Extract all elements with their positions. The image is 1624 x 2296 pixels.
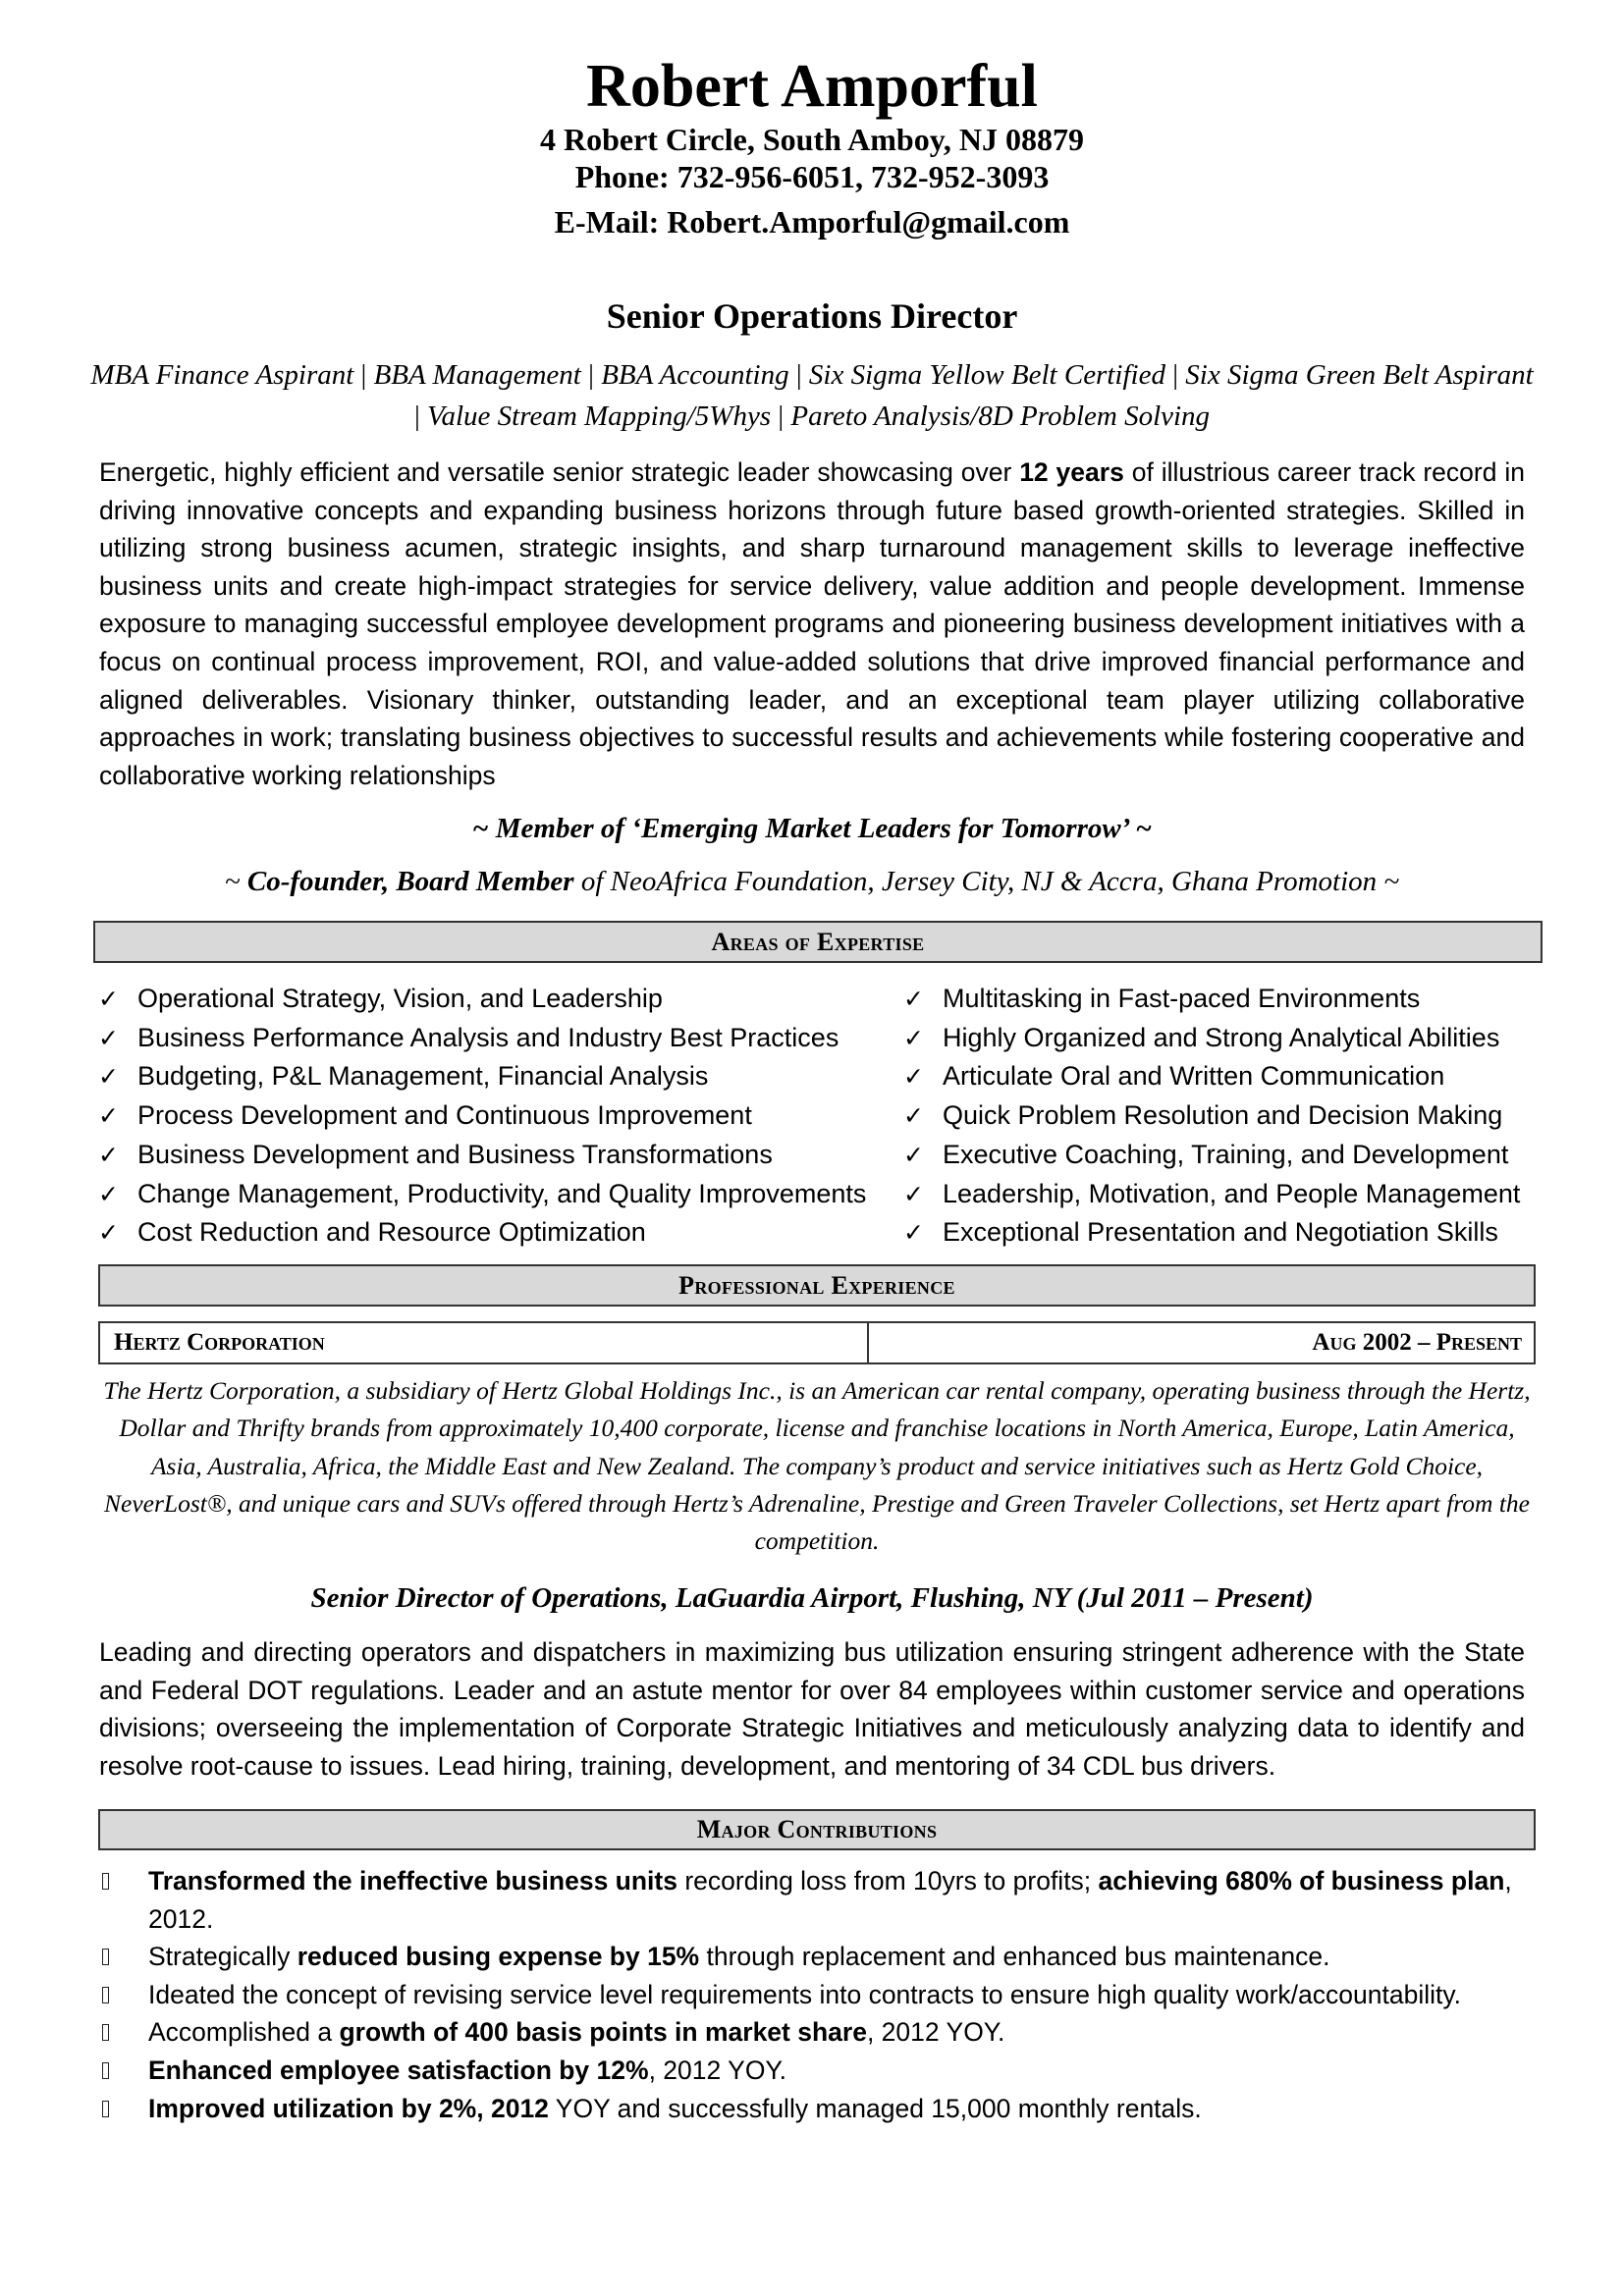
contribution-text: , 2012. [148, 1866, 1512, 1934]
checkmark-icon: ✓ [98, 986, 119, 1013]
company-name: Hertz Corporation [100, 1323, 869, 1362]
expertise-item [903, 1096, 1520, 1136]
section-header-expertise [93, 921, 1543, 963]
contribution-item [99, 1862, 1525, 1938]
contribution-highlight: Enhanced employee satisfaction by 12% [148, 2055, 649, 2085]
expertise-label: Multitasking in Fast-paced Environments [943, 984, 1421, 1013]
bullet-icon [102, 2024, 109, 2041]
contribution-highlight: growth of 400 basis points in market share [339, 2017, 867, 2048]
expertise-label: Leadership, Motivation, and People Management [943, 1178, 1521, 1208]
expertise-label: Cost Reduction and Resource Optimization [137, 1217, 646, 1248]
expertise-label: Exceptional Presentation and Negotiation Skills [943, 1217, 1498, 1248]
checkmark-icon: ✓ [98, 1180, 119, 1208]
checkmark-icon: ✓ [98, 1102, 119, 1131]
professional-summary [99, 454, 1525, 794]
role-title: Senior Director of Operations, LaGuardia Airport, Flushing, NY (Jul 2011 – Present) [310, 1582, 1314, 1614]
qualification-item: BBA Management [373, 359, 581, 391]
bullet-icon [102, 1873, 109, 1890]
expertise-item [903, 1057, 1520, 1096]
membership-line: ~ Member of ‘Emerging Market Leaders for Tomorrow’ ~ [472, 813, 1152, 844]
contributions-list [99, 1862, 1525, 2127]
checkmark-icon: ✓ [98, 1063, 119, 1092]
separator: | [1164, 359, 1186, 391]
expertise-item [903, 1136, 1520, 1175]
employment-dates: Aug 2002 – Present [1312, 1329, 1522, 1356]
summary-years-highlight: 12 years [1019, 457, 1124, 487]
bullet-icon [102, 2101, 109, 2117]
expertise-item [903, 1175, 1520, 1214]
contribution-highlight: reduced busing expense by 15% [297, 1942, 700, 1972]
section-header-contributions [98, 1809, 1536, 1850]
section-title: Professional Experience [678, 1271, 955, 1300]
separator: | [413, 400, 427, 432]
contribution-text: , 2012 YOY. [648, 2055, 787, 2085]
contribution-highlight: Transformed the ineffective business units [148, 1866, 677, 1896]
contribution-text: , 2012 YOY. [866, 2017, 1005, 2048]
contribution-highlight: achieving 680% of business plan [1098, 1866, 1505, 1896]
expertise-item [98, 1175, 866, 1214]
checkmark-icon: ✓ [98, 1024, 119, 1052]
contribution-text: Ideated the concept of revising service level requirements into contracts to ensure high quality work/accountability. [148, 1979, 1461, 2009]
checkmark-icon: ✓ [98, 1141, 119, 1169]
cofounder-role: Co-founder, Board Member [246, 866, 574, 897]
contribution-item [99, 1976, 1525, 2014]
checkmark-icon: ✓ [903, 1141, 924, 1169]
expertise-label: Highly Organized and Strong Analytical Abilities [943, 1022, 1500, 1052]
expertise-list-right [903, 980, 1520, 1253]
tilde-prefix: ~ [224, 866, 247, 897]
bullet-icon [102, 1949, 109, 1965]
section-title: Major Contributions [696, 1815, 938, 1843]
expertise-label: Change Management, Productivity, and Quality Improvements [137, 1178, 867, 1208]
expertise-item [98, 980, 866, 1019]
expertise-label: Process Development and Continuous Improvement [137, 1100, 752, 1131]
separator: | [771, 400, 791, 432]
qualification-item: BBA Accounting [601, 359, 789, 391]
expertise-item [98, 1057, 866, 1096]
contribution-text: YOY and successfully managed 15,000 monthly rentals. [548, 2093, 1202, 2123]
role-description: Leading and directing operators and dispatchers in maximizing bus utilization ensuring stringent adherence with the State and Federal DOT regulations. Leader and an astute mentor for over 84 employees within customer service and operations divisions; overseeing the implementation of Corporate Strategic Initiatives and meticulously analyzing data to identify and resolve root-cause to issues. Lead hiring, training, development, and mentoring of 34 CDL bus drivers. [99, 1637, 1525, 1781]
contribution-text: through replacement and enhanced bus maintenance. [699, 1942, 1330, 1972]
contribution-item [99, 2013, 1525, 2052]
checkmark-icon: ✓ [903, 1063, 924, 1092]
expertise-item [903, 1213, 1520, 1253]
professional-title: Senior Operations Director [606, 296, 1018, 336]
candidate-name: Robert Amporful [586, 53, 1038, 120]
cofounder-organization: of NeoAfrica Foundation, Jersey City, NJ & Accra, Ghana Promotion ~ [573, 866, 1400, 897]
contribution-text: Accomplished a [148, 2017, 340, 2048]
checkmark-icon: ✓ [903, 1102, 924, 1131]
bullet-icon [102, 1987, 109, 2003]
contribution-item [99, 1938, 1525, 1976]
qualification-item: Pareto Analysis/8D Problem Solving [790, 400, 1211, 432]
expertise-item [98, 1019, 866, 1058]
expertise-label: Operational Strategy, Vision, and Leadership [137, 984, 663, 1013]
qualification-item: Value Stream Mapping/5Whys [427, 400, 772, 432]
summary-text-1: Energetic, highly efficient and versatile senior strategic leader showcasing over [99, 457, 1020, 487]
qualification-item: Six Sigma Yellow Belt Certified [808, 359, 1165, 391]
expertise-label: Articulate Oral and Written Communication [943, 1061, 1445, 1092]
expertise-item [98, 1136, 866, 1175]
company-header-row [98, 1321, 1536, 1364]
contribution-text: recording loss from 10yrs to profits; [677, 1866, 1099, 1896]
expertise-label: Business Performance Analysis and Industry Best Practices [137, 1022, 839, 1052]
checkmark-icon: ✓ [903, 986, 924, 1013]
contribution-item [99, 2090, 1525, 2128]
qualification-item: MBA Finance Aspirant [90, 359, 354, 391]
contribution-item [99, 2052, 1525, 2090]
section-title: Areas of Expertise [711, 928, 925, 956]
checkmark-icon: ✓ [903, 1180, 924, 1208]
expertise-label: Quick Problem Resolution and Decision Making [943, 1100, 1503, 1131]
cofounder-line [0, 864, 1624, 899]
qualifications-line [88, 354, 1536, 437]
expertise-label: Business Development and Business Transformations [137, 1139, 773, 1169]
separator: | [353, 359, 374, 391]
bullet-icon [102, 2062, 109, 2079]
email: E-Mail: Robert.Amporful@gmail.com [554, 204, 1070, 240]
phone: Phone: 732-956-6051, 732-952-3093 [574, 159, 1050, 194]
company-description: The Hertz Corporation, a subsidiary of Hertz Global Holdings Inc., is an American car rental company, operating business through the Hertz, Dollar and Thrifty brands from approximately 10,400 corporate, license and franchise locations in North America, Europe, Latin America, Asia, Australia, Africa, the Middle East and New Zealand. The company’s product and service initiatives such as Hertz Gold Choice, NeverLost®, and unique cars and SUVs offered through Hertz’s Adrenaline, Prestige and Green Traveler Collections, set Hertz apart from the competition. [103, 1376, 1531, 1556]
contribution-text: Strategically [148, 1942, 298, 1972]
expertise-item [98, 1213, 866, 1253]
expertise-item [903, 1019, 1520, 1058]
summary-text-2: of illustrious career track record in driving innovative concepts and expanding business horizons through future based growth-oriented strategies. Skilled in utilizing strong business acumen, strategic insights, and sharp turnaround management skills to leverage ineffective business units and create high-impact strategies for service delivery, value addition and people development. Immense exposure to managing successful employee development programs and pioneering business development initiatives with a focus on continual process improvement, ROI, and value-added solutions that drive improved financial performance and aligned deliverables. Visionary thinker, outstanding leader, and an exceptional team player utilizing collaborative approaches in work; translating business objectives to successful results and achievements while fostering cooperative and collaborative working relationships [99, 457, 1525, 790]
expertise-item [98, 1096, 866, 1136]
checkmark-icon: ✓ [903, 1024, 924, 1052]
address: 4 Robert Circle, South Amboy, NJ 08879 [539, 122, 1085, 157]
contribution-highlight: Improved utilization by 2%, 2012 [148, 2093, 549, 2123]
separator: | [580, 359, 602, 391]
separator: | [788, 359, 809, 391]
checkmark-icon: ✓ [903, 1219, 924, 1248]
qualification-item: Six Sigma Green Belt Aspirant [1185, 359, 1534, 391]
expertise-label: Budgeting, P&L Management, Financial Analysis [137, 1061, 709, 1092]
checkmark-icon: ✓ [98, 1219, 119, 1248]
expertise-label: Executive Coaching, Training, and Development [943, 1139, 1509, 1169]
section-header-experience [98, 1264, 1536, 1307]
expertise-list-left [98, 980, 866, 1253]
expertise-item [903, 980, 1520, 1019]
